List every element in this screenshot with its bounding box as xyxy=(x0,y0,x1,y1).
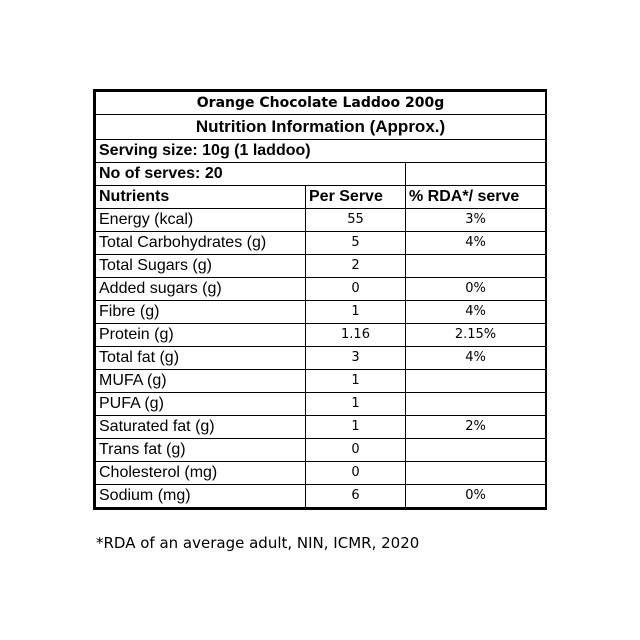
table-row xyxy=(96,485,546,508)
nutrient-name: Trans fat (g) xyxy=(96,439,306,462)
nutrient-name: Fibre (g) xyxy=(96,301,306,324)
rda-value: 3% xyxy=(406,209,546,232)
rda-value: 4% xyxy=(406,301,546,324)
nutrient-name: Sodium (mg) xyxy=(96,485,306,508)
product-title: Orange Chocolate Laddoo 200g xyxy=(96,92,546,115)
rda-value xyxy=(406,370,546,393)
rda-value xyxy=(406,393,546,416)
nutrition-label xyxy=(93,89,547,510)
nutrient-name: Saturated fat (g) xyxy=(96,416,306,439)
rda-value: 0% xyxy=(406,278,546,301)
table-row xyxy=(96,416,546,439)
nutrition-heading: Nutrition Information (Approx.) xyxy=(96,115,546,140)
nutrient-name: Added sugars (g) xyxy=(96,278,306,301)
footnote: *RDA of an average adult, NIN, ICMR, 2020 xyxy=(96,534,420,552)
serving-size: Serving size: 10g (1 laddoo) xyxy=(96,140,546,163)
nutrient-name: Total Sugars (g) xyxy=(96,255,306,278)
header-per-serve: Per Serve xyxy=(306,186,406,209)
rda-value xyxy=(406,462,546,485)
nutrition-table xyxy=(95,91,546,508)
nutrient-name: Total Carbohydrates (g) xyxy=(96,232,306,255)
header-rda: % RDA*/ serve xyxy=(406,186,546,209)
per-serve-value: 5 xyxy=(306,232,406,255)
rda-value: 4% xyxy=(406,347,546,370)
nutrient-name: MUFA (g) xyxy=(96,370,306,393)
table-row xyxy=(96,278,546,301)
rda-value: 0% xyxy=(406,485,546,508)
per-serve-value: 3 xyxy=(306,347,406,370)
table-row xyxy=(96,439,546,462)
per-serve-value: 1 xyxy=(306,370,406,393)
header-nutrients: Nutrients xyxy=(96,186,306,209)
empty-cell xyxy=(406,163,546,186)
table-row xyxy=(96,462,546,485)
rda-value xyxy=(406,255,546,278)
number-of-serves: No of serves: 20 xyxy=(96,163,406,186)
nutrient-name: PUFA (g) xyxy=(96,393,306,416)
table-row xyxy=(96,255,546,278)
per-serve-value: 0 xyxy=(306,278,406,301)
per-serve-value: 1 xyxy=(306,301,406,324)
per-serve-value: 6 xyxy=(306,485,406,508)
per-serve-value: 0 xyxy=(306,462,406,485)
rda-value xyxy=(406,439,546,462)
rda-value: 2.15% xyxy=(406,324,546,347)
per-serve-value: 55 xyxy=(306,209,406,232)
rda-value: 4% xyxy=(406,232,546,255)
table-row xyxy=(96,347,546,370)
nutrient-name: Cholesterol (mg) xyxy=(96,462,306,485)
per-serve-value: 0 xyxy=(306,439,406,462)
per-serve-value: 1 xyxy=(306,393,406,416)
table-row xyxy=(96,301,546,324)
per-serve-value: 1.16 xyxy=(306,324,406,347)
table-row xyxy=(96,209,546,232)
table-row xyxy=(96,393,546,416)
nutrient-name: Energy (kcal) xyxy=(96,209,306,232)
per-serve-value: 1 xyxy=(306,416,406,439)
table-row xyxy=(96,232,546,255)
table-row xyxy=(96,370,546,393)
table-row xyxy=(96,324,546,347)
per-serve-value: 2 xyxy=(306,255,406,278)
rda-value: 2% xyxy=(406,416,546,439)
nutrient-name: Protein (g) xyxy=(96,324,306,347)
nutrient-name: Total fat (g) xyxy=(96,347,306,370)
